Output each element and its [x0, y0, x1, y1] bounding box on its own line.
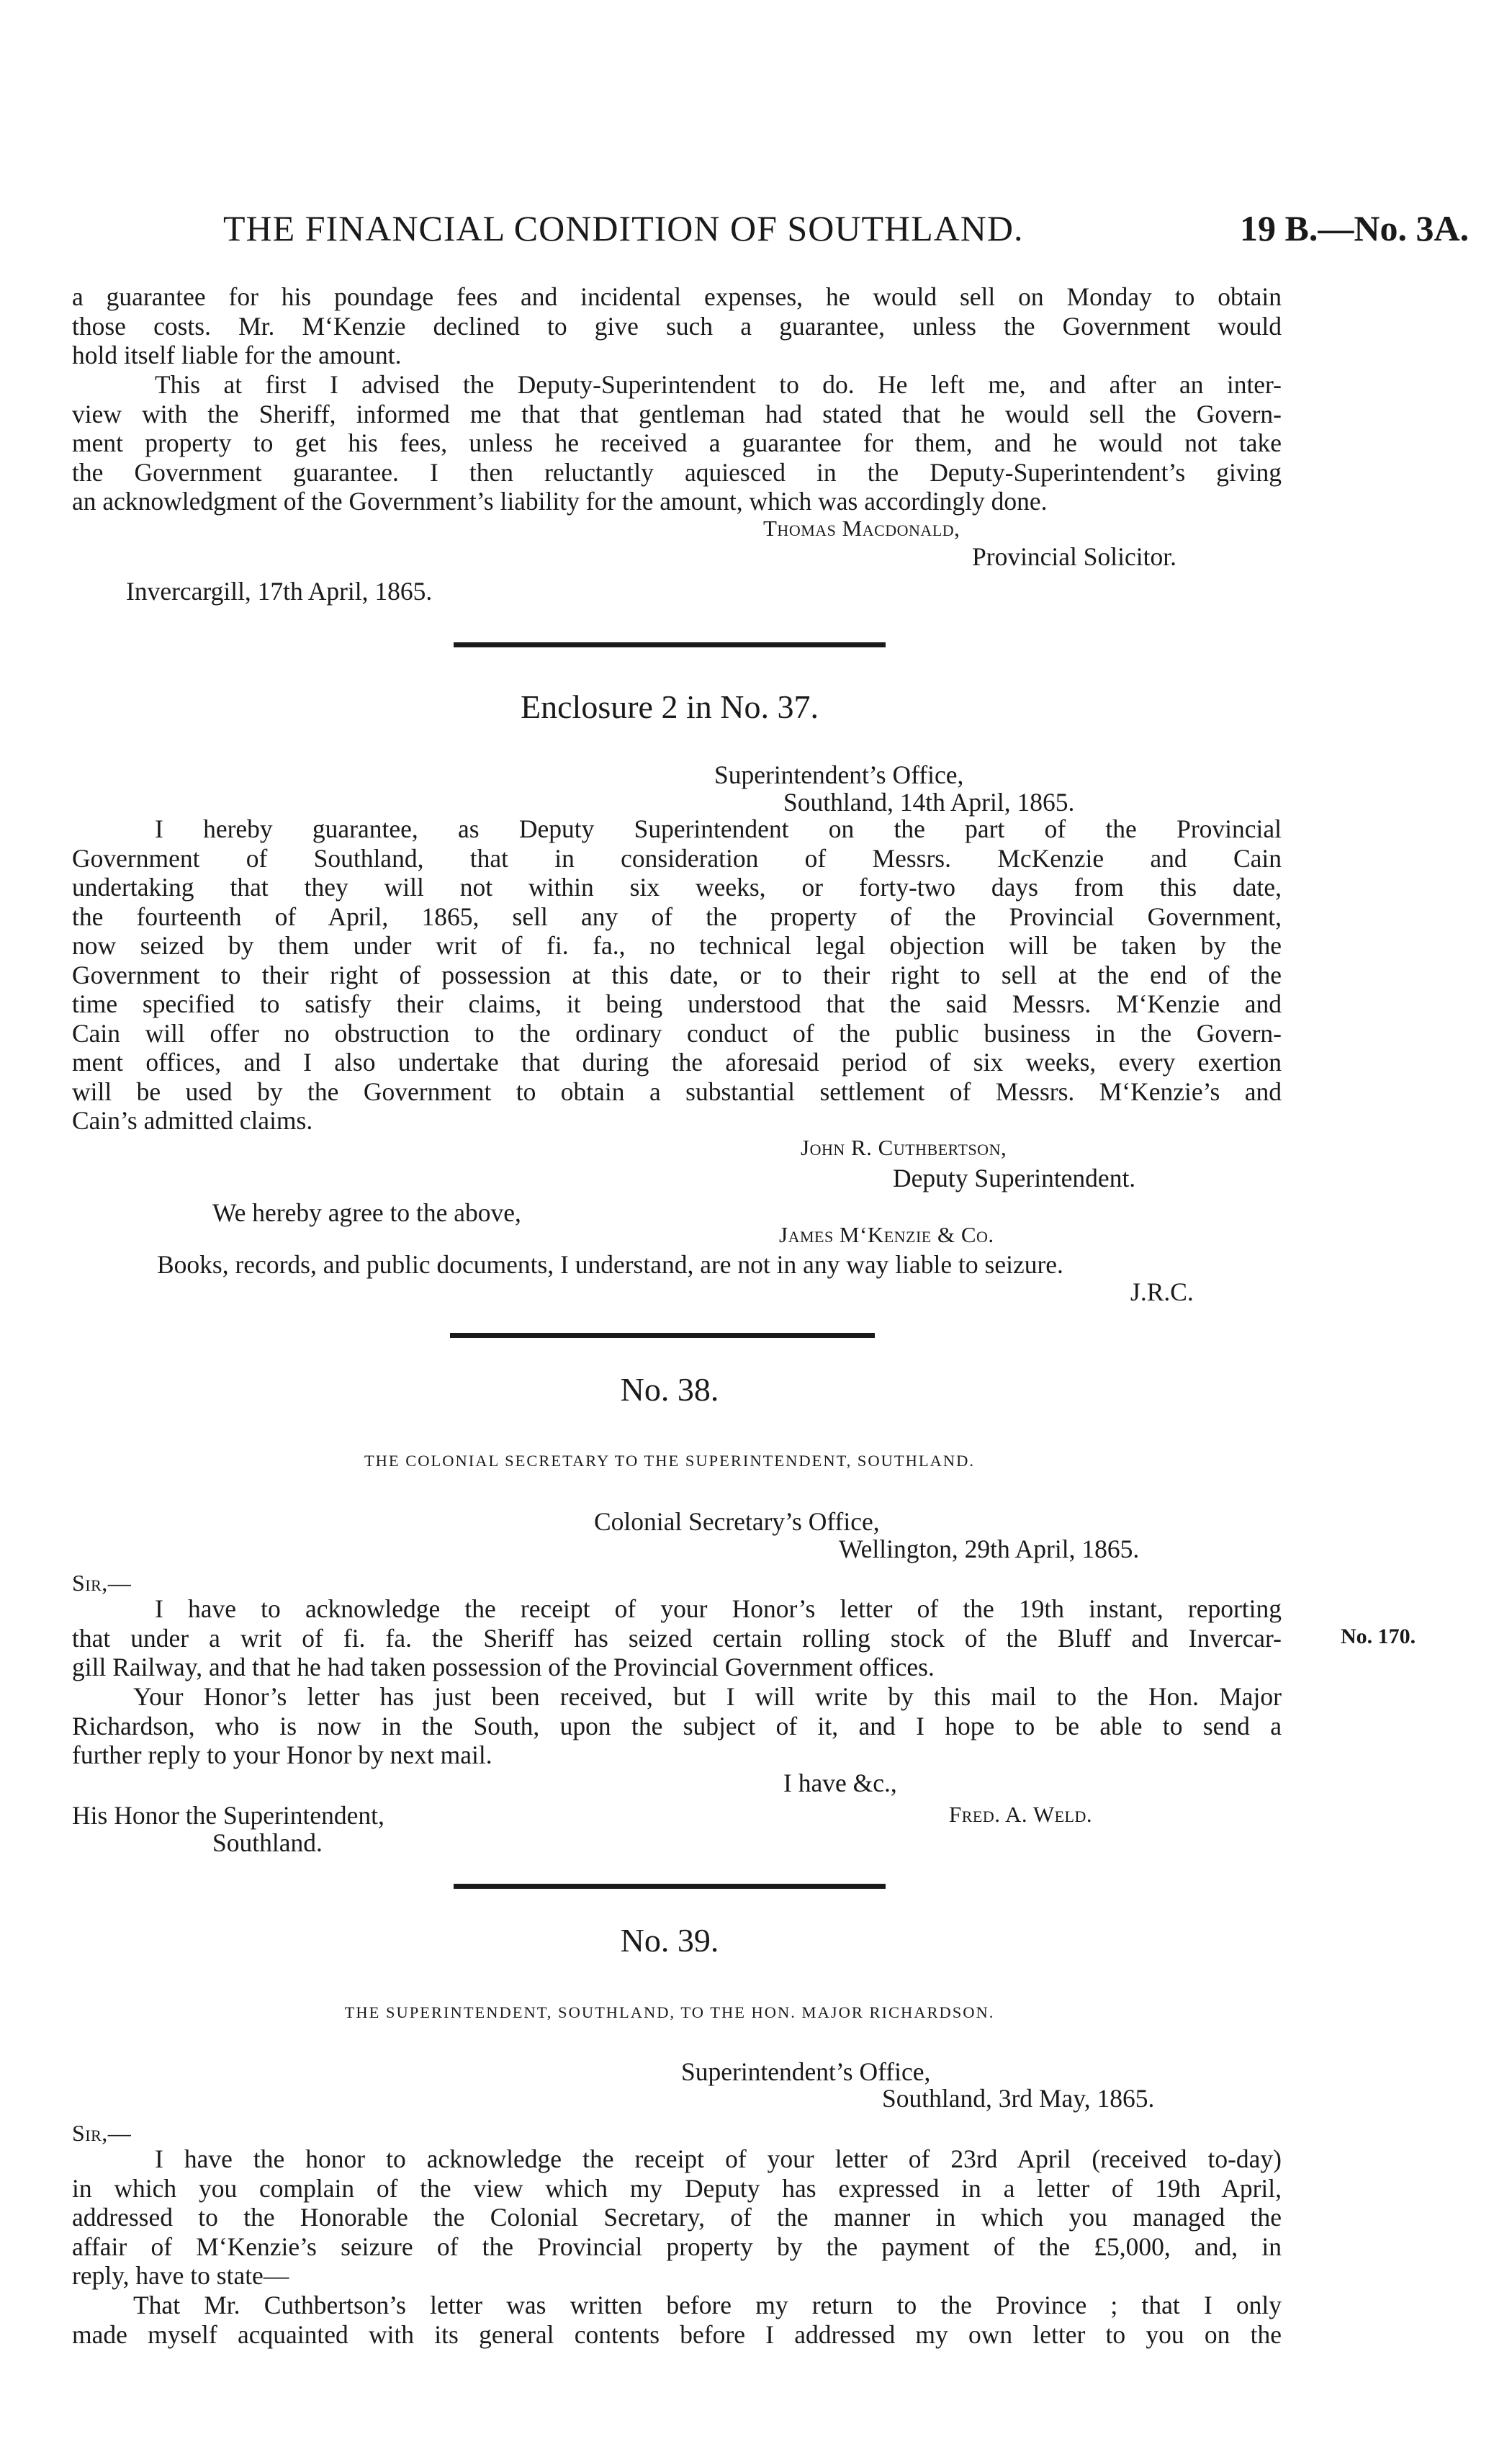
text-line: I hereby guarantee, as Deputy Superintendent on the part of the Provincial — [155, 814, 1282, 843]
text-line: view with the Sheriff, informed me that that gentleman had stated that he would sell the Govern- — [72, 399, 1282, 428]
letter-number-heading: No. 38. — [620, 1371, 719, 1408]
salutation: Sir,— — [72, 1570, 132, 1596]
text-line: a guarantee for his poundage fees and incidental expenses, he would sell on Monday to obtain — [72, 282, 1282, 311]
addressee-place: Southland. — [212, 1828, 323, 1857]
office-line: Superintendent’s Office, — [681, 2057, 931, 2086]
text-line: now seized by them under writ of fi. fa., no technical legal objection will be taken by the — [72, 931, 1282, 960]
text-line: That Mr. Cuthbertson’s letter was written before my return to the Province ; that I only — [133, 2291, 1282, 2319]
text-line: Cain’s admitted claims. — [72, 1106, 313, 1135]
text-line: Your Honor’s letter has just been received, but I will write by this mail to the Hon. Major — [133, 1682, 1282, 1711]
signer-title: Provincial Solicitor. — [972, 542, 1176, 571]
office-date: Southland, 3rd May, 1865. — [882, 2084, 1155, 2113]
signer-name: John R. Cuthbertson, — [801, 1135, 1007, 1160]
closing-line: I have &c., — [783, 1769, 897, 1797]
text-line: Richardson, who is now in the South, upon the subject of it, and I hope to be able to send a — [72, 1711, 1282, 1740]
text-line: Government to their right of possession at this date, or to their right to sell at the end of the — [72, 960, 1282, 989]
text-line: This at first I advised the Deputy-Superintendent to do. He left me, and after an inter- — [155, 370, 1282, 399]
text-line: Cain will offer no obstruction to the ordinary conduct of the public business in the Govern- — [72, 1018, 1282, 1048]
guarantee-paragraph — [72, 814, 1282, 1136]
enclosure-heading: Enclosure 2 in No. 37. — [521, 688, 819, 725]
office-date: Wellington, 29th April, 1865. — [839, 1535, 1140, 1563]
agreement-signer: James M‘Kenzie & Co. — [779, 1222, 994, 1247]
text-line: reply, have to state— — [72, 2261, 289, 2290]
section-divider — [454, 642, 886, 647]
text-line: the Government guarantee. I then reluctantly aquiesced in the Deputy-Superintendent’s giving — [72, 457, 1282, 487]
signer-name: Fred. A. Weld. — [949, 1802, 1093, 1827]
signer-name: Thomas Macdonald, — [763, 516, 960, 541]
text-line: will be used by the Government to obtain a substantial settlement of Messrs. M‘Kenzie’s and — [72, 1077, 1282, 1106]
text-line: addressed to the Honorable the Colonial Secretary, of the manner in which you managed the — [72, 2203, 1282, 2232]
text-line: that under a writ of fi. fa. the Sheriff has seized certain rolling stock of the Bluff and Invercar- — [72, 1623, 1282, 1653]
text-line: hold itself liable for the amount. — [72, 341, 402, 369]
top-paragraph-1 — [72, 282, 1282, 370]
letter-paragraph-1 — [72, 1594, 1282, 1682]
text-line: time specified to satisfy their claims, it being understood that the said Messrs. M‘Kenzie and — [72, 989, 1282, 1018]
seizure-note: Books, records, and public documents, I understand, are not in any way liable to seizure. — [157, 1250, 1063, 1279]
margin-note: No. 170. — [1341, 1625, 1416, 1648]
text-line: undertaking that they will not within six weeks, or forty-two days from this date, — [72, 873, 1282, 902]
text-line: made myself acquainted with its general contents before I addressed my own letter to you on the — [72, 2319, 1282, 2349]
letter-paragraph-1 — [72, 2144, 1282, 2291]
text-line: in which you complain of the view which my Deputy has expressed in a letter of 19th April, — [72, 2173, 1282, 2203]
text-line: ment property to get his fees, unless he received a guarantee for them, and he would not take — [72, 428, 1282, 457]
office-line: Superintendent’s Office, — [714, 760, 964, 789]
office-date: Southland, 14th April, 1865. — [783, 788, 1075, 817]
text-line: I have to acknowledge the receipt of your Honor’s letter of the 19th instant, reporting — [155, 1594, 1282, 1623]
text-line: an acknowledgment of the Government’s liability for the amount, which was accordingly done. — [72, 487, 1048, 516]
text-line: gill Railway, and that he had taken possession of the Provincial Government offices. — [72, 1653, 935, 1681]
text-line: those costs. Mr. M‘Kenzie declined to give such a guarantee, unless the Government would — [72, 311, 1282, 341]
letter-paragraph-2 — [72, 2291, 1282, 2349]
office-line: Colonial Secretary’s Office, — [594, 1507, 880, 1536]
text-line: Government of Southland, that in consideration of Messrs. McKenzie and Cain — [72, 843, 1282, 873]
section-divider — [454, 1884, 886, 1889]
page-reference: 19 B.—No. 3A. — [1240, 208, 1470, 248]
addressee: His Honor the Superintendent, — [72, 1801, 384, 1830]
place-date: Invercargill, 17th April, 1865. — [126, 577, 433, 606]
salutation: Sir,— — [72, 2120, 132, 2146]
agreement-line: We hereby agree to the above, — [212, 1198, 521, 1227]
signer-title: Deputy Superintendent. — [893, 1164, 1136, 1192]
text-line: ment offices, and I also undertake that during the aforesaid period of six weeks, every exertion — [72, 1048, 1282, 1077]
text-line: I have the honor to acknowledge the receipt of your letter of 23rd April (received to-day) — [155, 2144, 1282, 2173]
text-line: further reply to your Honor by next mail. — [72, 1740, 492, 1769]
text-line: affair of M‘Kenzie’s seizure of the Provincial property by the payment of the £5,000, and, in — [72, 2232, 1282, 2261]
running-header-title: THE FINANCIAL CONDITION OF SOUTHLAND. — [223, 208, 1024, 248]
letter-number-heading: No. 39. — [620, 1922, 719, 1959]
top-paragraph-2 — [72, 370, 1282, 516]
letter-paragraph-2 — [72, 1682, 1282, 1770]
text-line: the fourteenth of April, 1865, sell any of the property of the Provincial Government, — [72, 902, 1282, 931]
initials: J.R.C. — [1130, 1277, 1194, 1306]
letter-subheading: THE COLONIAL SECRETARY TO THE SUPERINTENDENT, SOUTHLAND. — [364, 1452, 976, 1470]
letter-subheading: THE SUPERINTENDENT, SOUTHLAND, TO THE HON. MAJOR RICHARDSON. — [344, 2003, 995, 2021]
section-divider — [450, 1333, 875, 1338]
